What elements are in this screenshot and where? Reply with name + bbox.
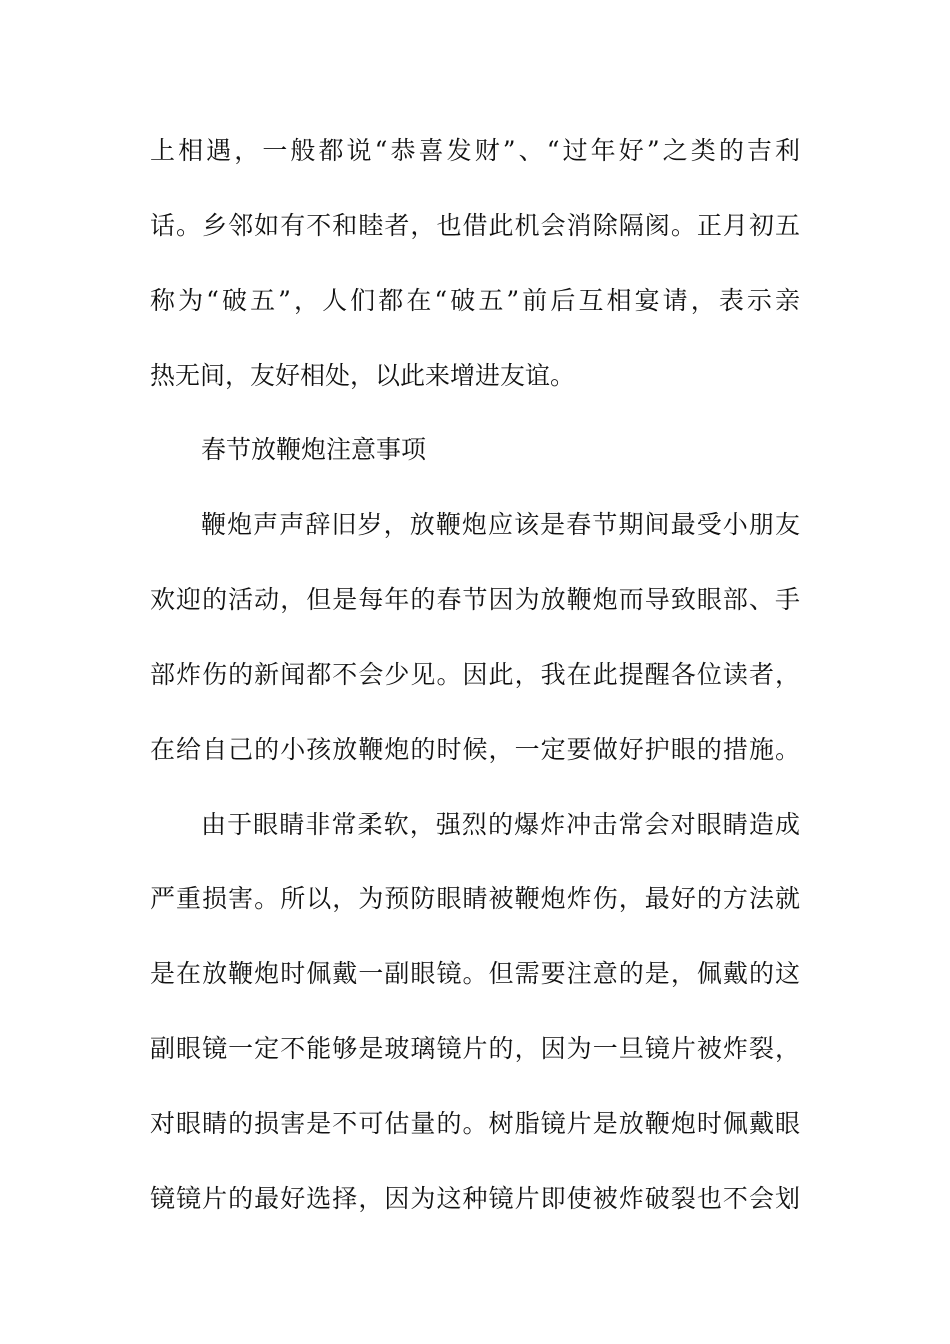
text-line-2: 话。乡邻如有不和睦者，也借此机会消除隔阂。正月初五 [150, 211, 800, 240]
text-line-3: 称为“破五”，人们都在“破五”前后互相宴请，表示亲 [150, 286, 800, 315]
text-line-12: 是在放鞭炮时佩戴一副眼镜。但需要注意的是，佩戴的这 [150, 959, 800, 988]
text-line-14: 对眼睛的损害是不可估量的。树脂镜片是放鞭炮时佩戴眼 [150, 1109, 800, 1138]
text-line-10: 由于眼睛非常柔软，强烈的爆炸冲击常会对眼睛造成 [201, 810, 800, 839]
section-heading: 春节放鞭炮注意事项 [201, 435, 427, 464]
text-line-9: 在给自己的小孩放鞭炮的时候，一定要做好护眼的措施。 [150, 735, 800, 764]
text-line-4: 热无间，友好相处，以此来增进友谊。 [150, 361, 576, 390]
text-line-11: 严重损害。所以，为预防眼睛被鞭炮炸伤，最好的方法就 [150, 884, 800, 913]
text-line-13: 副眼镜一定不能够是玻璃镜片的，因为一旦镜片被炸裂， [150, 1034, 800, 1063]
text-line-8: 部炸伤的新闻都不会少见。因此，我在此提醒各位读者， [150, 660, 800, 689]
text-line-1: 上相遇，一般都说“恭喜发财”、“过年好”之类的吉利 [150, 136, 800, 165]
text-line-7: 欢迎的活动，但是每年的春节因为放鞭炮而导致眼部、手 [150, 585, 800, 614]
text-line-6: 鞭炮声声辞旧岁，放鞭炮应该是春节期间最受小朋友 [201, 510, 800, 539]
text-line-15: 镜镜片的最好选择，因为这种镜片即使被炸破裂也不会划 [150, 1184, 800, 1213]
